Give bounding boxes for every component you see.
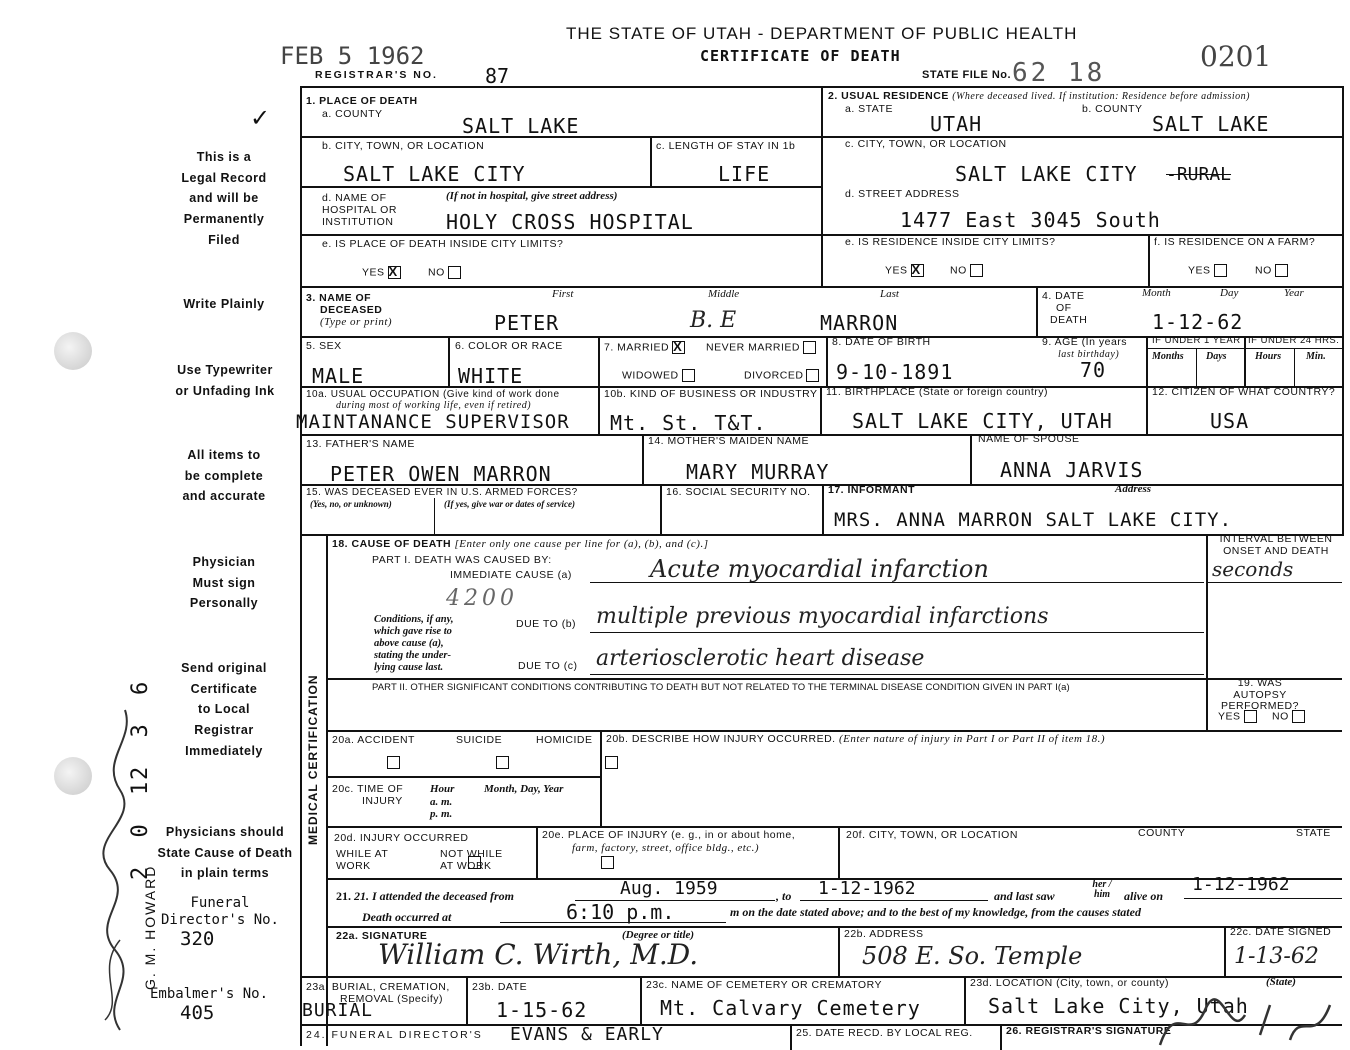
f14-label: 14. MOTHER'S MAIDEN NAME [648, 435, 810, 447]
legal-record-note: This is a Legal Record and will be Permanently Filed [181, 150, 267, 247]
f20a-homicide: HOMICIDE [536, 734, 593, 746]
f3-label: 3. NAME OF DECEASED (Type or print) [306, 292, 393, 329]
divider [326, 534, 328, 1046]
f2-rural: -RURAL [1166, 164, 1232, 185]
divider [970, 434, 972, 484]
divider [1206, 534, 1208, 730]
accident-checkbox[interactable] [387, 756, 400, 769]
f9-age: 70 [1080, 358, 1107, 382]
f21-to-label: , to [776, 889, 792, 903]
f18-label: 18. CAUSE OF DEATH [Enter only one cause per line for (a), (b), and (c).] [332, 538, 709, 550]
check-mark: ✓ [250, 104, 271, 132]
f4-year-label: Year [1284, 287, 1304, 299]
divider [1146, 348, 1344, 349]
file-suffix: 0201 [1200, 40, 1272, 73]
f1-inside-yes[interactable]: YESX [362, 266, 401, 279]
f23a-label: 23a. BURIAL, CREMATION, REMOVAL (Specify) [306, 981, 450, 1005]
f20c-hour: Hour a. m. p. m. [430, 783, 455, 821]
divider [1000, 1024, 1002, 1050]
divider [536, 826, 538, 878]
divider [600, 730, 602, 826]
divider [300, 976, 1342, 978]
divider [590, 582, 1204, 583]
divider [650, 136, 652, 186]
f7-never-married[interactable]: NEVER MARRIED [706, 341, 816, 354]
f20c-mdy: Month, Day, Year [484, 783, 564, 795]
state-title: THE STATE OF UTAH - DEPARTMENT OF PUBLIC HEALTH [566, 24, 1078, 43]
f1-hosp-label: d. NAME OF HOSPITAL OR INSTITUTION [322, 192, 397, 229]
f20a-accident: 20a. ACCIDENT [332, 734, 415, 746]
divider [660, 484, 662, 534]
write-plainly-note: Write Plainly [183, 297, 265, 311]
f11-label: 11. BIRTHPLACE (State or foreign country) [826, 386, 1049, 398]
vertical-number: 2 3 6 [128, 673, 153, 780]
vertical-name: G. M. HOWARD [142, 864, 158, 990]
divider [1294, 348, 1295, 386]
divider [1148, 234, 1150, 286]
immediate-cause-label: IMMEDIATE CAUSE (a) [450, 569, 572, 581]
spouse-label: NAME OF SPOUSE [978, 433, 1080, 445]
f12-label: 12. CITIZEN OF WHAT COUNTRY? [1152, 386, 1336, 398]
divider [1146, 386, 1148, 434]
homicide-checkbox[interactable] [605, 756, 618, 769]
f20e-label: 20e. PLACE OF INJURY (e. g., in or about home, farm, factory, street, office bldg., etc.) [542, 829, 796, 854]
f23d-label: 23d. LOCATION (City, town, or county) [970, 977, 1169, 989]
f4-label: 4. DATE OF DEATH [1042, 290, 1088, 327]
f2-farm-no[interactable]: NO [1255, 264, 1288, 277]
f10a-label: 10a. USUAL OCCUPATION (Give kind of work done during most of working life, even if retired) [306, 389, 560, 411]
due-to-b-label: DUE TO (b) [516, 618, 577, 630]
not-work-checkbox[interactable] [601, 856, 614, 869]
divider [790, 1024, 792, 1050]
f1-county-label: a. COUNTY [322, 108, 383, 120]
divider [590, 674, 1204, 675]
f1-stay-label: c. LENGTH OF STAY IN 1b [656, 140, 796, 152]
f6-race-label: 6. COLOR OR RACE [455, 340, 563, 352]
f8-dob-label: 8. DATE OF BIRTH [832, 336, 931, 348]
spouse: ANNA JARVIS [1000, 458, 1144, 482]
f20d-not-work[interactable]: NOT WHILE AT WORK [440, 848, 503, 872]
divider [964, 976, 966, 1024]
state-file-label: STATE FILE No. [922, 69, 1012, 81]
physician-note: Physician Must sign Personally [189, 555, 259, 611]
f2-county-label: b. COUNTY [1082, 103, 1143, 115]
f24-label: 24. FUNERAL DIRECTOR'S [306, 1029, 483, 1041]
interval-label: INTERVAL BETWEEN ONSET AND DEATH [1219, 533, 1333, 557]
divider [800, 900, 988, 901]
registrar-no: 87 [485, 64, 510, 88]
f23d-location: Salt Lake City, Utah [988, 994, 1249, 1018]
divider [590, 632, 1204, 633]
autopsy-yes[interactable]: YES [1218, 710, 1257, 723]
frame-right [1342, 86, 1344, 534]
registrar-signature [1150, 990, 1345, 1050]
divider [598, 336, 600, 386]
f2-inside-no[interactable]: NO [950, 264, 983, 277]
f25-label: 25. DATE RECD. BY LOCAL REG. [796, 1027, 973, 1039]
divider [838, 826, 840, 878]
physician-signature: William C. Wirth, M.D. [378, 938, 699, 971]
divider [1224, 926, 1226, 976]
physicians-should-note: Physicians should State Cause of Death in plain terms [157, 825, 293, 881]
f20c-label: 20c. TIME OF INJURY [332, 783, 404, 807]
f20d-label: 20d. INJURY OCCURRED [334, 832, 469, 844]
f2-inside-label: e. IS RESIDENCE INSIDE CITY LIMITS? [845, 236, 1056, 248]
divider [820, 386, 822, 434]
f20a-suicide: SUICIDE [456, 734, 503, 746]
f21-to: 1-12-1962 [818, 878, 916, 899]
f4-death-date: 1-12-62 [1152, 310, 1244, 334]
part2-label: PART II. OTHER SIGNIFICANT CONDITIONS CONTRIBUTING TO DEATH BUT NOT RELATED TO THE TERMINAL DISEASE CONDITION GIVEN IN PART I(a) [372, 682, 1070, 693]
f20d-while-work[interactable]: WHILE AT WORK [336, 848, 389, 872]
embalmer-no: 405 [180, 1002, 215, 1024]
send-original-note: Send original Certificate to Local Registrar Immediately [181, 661, 267, 758]
state-file-no: 62 18 [1012, 58, 1106, 88]
f6-race: WHITE [458, 364, 524, 388]
divider [1036, 286, 1038, 336]
typewriter-note: Use Typewriter or Unfading Ink [175, 363, 275, 398]
f13-father: PETER OWEN MARRON [330, 462, 552, 486]
f2-farm-yes[interactable]: YES [1188, 264, 1227, 277]
f17-informant: MRS. ANNA MARRON SALT LAKE CITY. [834, 509, 1233, 531]
f1-inside-no[interactable]: NO [428, 266, 461, 279]
cause-b: multiple previous myocardial infarctions [596, 604, 1049, 629]
hours-label: Hours [1255, 351, 1282, 362]
f10b-label: 10b. KIND OF BUSINESS OR INDUSTRY [604, 388, 818, 400]
f26-label: 26. REGISTRAR'S SIGNATURE [1006, 1025, 1172, 1037]
date-signed: 1-13-62 [1234, 944, 1319, 969]
f23b-label: 23b. DATE [472, 981, 528, 993]
registrar-label: REGISTRAR'S NO. [315, 69, 438, 81]
f21-from: Aug. 1959 [620, 878, 718, 899]
f15-note-2: (If yes, give war or dates of service) [444, 499, 575, 509]
handwritten-4200: 4200 [446, 586, 518, 611]
f8-dob: 9-10-1891 [836, 360, 954, 384]
f22a-degree: (Degree or title) [622, 929, 695, 941]
f21-alive-on: alive on [1124, 889, 1163, 903]
divider [822, 484, 824, 534]
f2-city: SALT LAKE CITY [955, 162, 1138, 186]
f4-day-label: Day [1220, 287, 1239, 299]
f21-attended-label: 21. 21. I attended the deceased from [336, 889, 514, 903]
f3-middle: B. E [690, 308, 737, 333]
suicide-checkbox[interactable] [496, 756, 509, 769]
f20f-state: STATE [1296, 827, 1331, 839]
divider [326, 926, 1342, 928]
divider [640, 976, 642, 1024]
divider [300, 136, 1344, 138]
f10b-business: Mt. St. T&T. [610, 411, 767, 435]
f7-married[interactable]: 7. MARRIEDX [604, 341, 685, 354]
f21-last-saw: and last saw [994, 889, 1055, 903]
months-label: Months [1152, 351, 1184, 362]
f2-state-label: a. STATE [845, 103, 893, 115]
f2-county: SALT LAKE [1152, 112, 1270, 136]
frame-left [300, 86, 302, 1046]
f23c-cemetery: Mt. Calvary Cemetery [660, 996, 921, 1020]
f17-label: 17. INFORMANT [828, 484, 916, 496]
f15-label: 15. WAS DECEASED EVER IN U.S. ARMED FORCES? [306, 487, 578, 498]
f1-hosp-note: (If not in hospital, give street address) [446, 190, 618, 202]
f22a-label: 22a. SIGNATURE [336, 930, 428, 942]
interval-a: seconds [1212, 557, 1294, 581]
divider [826, 336, 828, 386]
f7-widowed[interactable]: WIDOWED [622, 369, 695, 382]
f4-month-label: Month [1142, 287, 1171, 299]
f3-last-label: Last [880, 288, 899, 300]
f2-label: 2. USUAL RESIDENCE (Where deceased lived. If institution: Residence before admission) [828, 90, 1251, 102]
cert-title: CERTIFICATE OF DEATH [700, 47, 901, 65]
f21-time: 6:10 p.m. [566, 900, 675, 924]
under-24-hrs: IF UNDER 24 HRS. [1248, 335, 1340, 346]
f9-age-label: 9. AGE (In years last birthday) [1042, 336, 1128, 360]
divider [300, 286, 1344, 288]
divider [434, 498, 435, 534]
vertical-signature [80, 700, 150, 1040]
f1-label: 1. PLACE OF DEATH [306, 95, 418, 107]
divider [448, 336, 450, 386]
f21-alive-date: 1-12-1962 [1192, 874, 1290, 895]
f1-county: SALT LAKE [462, 114, 580, 138]
divider [1146, 336, 1148, 386]
f3-first-label: First [552, 288, 574, 300]
f5-sex-label: 5. SEX [306, 340, 342, 352]
f21-tail: m on the date stated above; and to the best of my knowledge, from the causes stated [730, 905, 1141, 919]
f1-city: SALT LAKE CITY [343, 162, 526, 186]
min-label: Min. [1306, 351, 1326, 362]
f2-street: 1477 East 3045 South [900, 208, 1161, 232]
part1-label: PART I. DEATH WAS CAUSED BY: [372, 554, 552, 566]
f12-citizen: USA [1210, 409, 1250, 433]
physician-address: 508 E. So. Temple [862, 942, 1083, 970]
f15-note-1: (Yes, no, or unknown) [310, 499, 392, 509]
embalmer-no-label: Embalmer's No. [150, 986, 269, 1002]
divider [326, 678, 1342, 680]
medical-certification-label: MEDICAL CERTIFICATION [306, 674, 320, 845]
f2-farm-label: f. IS RESIDENCE ON A FARM? [1154, 236, 1316, 248]
divider [326, 730, 1342, 732]
f1-stay: LIFE [718, 162, 771, 186]
f23a-burial: BURIAL [302, 1000, 374, 1021]
divider [1196, 348, 1197, 386]
f20f-label: 20f. CITY, TOWN, OR LOCATION [846, 829, 1018, 841]
f3-middle-label: Middle [708, 288, 740, 300]
f16-label: 16. SOCIAL SECURITY NO. [666, 486, 811, 498]
f2-inside-yes[interactable]: YESX [885, 264, 924, 277]
cause-a: Acute myocardial infarction [650, 555, 989, 583]
divider [326, 826, 1342, 828]
under-1-year: IF UNDER 1 YEAR [1152, 335, 1241, 346]
f14-mother: MARY MURRAY [686, 460, 830, 484]
f22c-label: 22c. DATE SIGNED [1230, 926, 1332, 938]
f20b-label: 20b. DESCRIBE HOW INJURY OCCURRED. (Enter nature of injury in Part I or Part II of item 18.) [606, 733, 1106, 745]
conditions-note: Conditions, if any, which gave rise to above cause (a), stating the under- lying cause last. [374, 614, 454, 674]
stamp-date: FEB 5 1962 [280, 42, 425, 70]
f7-divorced[interactable]: DIVORCED [744, 369, 819, 382]
divider [642, 434, 644, 484]
divider [466, 976, 468, 1024]
cause-c: arteriosclerotic heart disease [596, 646, 925, 671]
f2-state: UTAH [930, 112, 983, 136]
autopsy-label: 19. WAS AUTOPSY PERFORMED? [1221, 677, 1299, 713]
f1-hospital: HOLY CROSS HOSPITAL [446, 210, 694, 234]
f22b-label: 22b. ADDRESS [844, 928, 924, 940]
f3-first: PETER [494, 311, 560, 335]
f2-street-label: d. STREET ADDRESS [845, 188, 960, 200]
f21-her-him: her / him [1092, 879, 1112, 900]
due-to-c-label: DUE TO (c) [518, 660, 578, 672]
f23b-date: 1-15-62 [496, 998, 588, 1022]
f11-birthplace: SALT LAKE CITY, UTAH [852, 409, 1113, 433]
f21-occurred-at: Death occurred at [362, 910, 452, 924]
autopsy-no[interactable]: NO [1272, 710, 1305, 723]
f3-last: MARRON [820, 311, 899, 335]
divider [1184, 898, 1342, 899]
vertical-number-2: 2 0 1 [128, 773, 153, 880]
divider [598, 386, 600, 434]
complete-note: All items to be complete and accurate [182, 448, 266, 504]
divider [300, 534, 1344, 536]
divider [1206, 582, 1342, 583]
f23c-label: 23c. NAME OF CEMETERY OR CREMATORY [646, 979, 882, 991]
divider [300, 434, 1344, 436]
f5-sex: MALE [312, 364, 365, 388]
divider [500, 922, 726, 923]
f13-label: 13. FATHER'S NAME [306, 438, 415, 450]
divider [838, 926, 840, 976]
punch-hole [54, 332, 92, 370]
f1-inside-label: e. IS PLACE OF DEATH INSIDE CITY LIMITS? [322, 238, 564, 250]
f17-address-label: Address [1115, 483, 1152, 495]
days-label: Days [1206, 351, 1227, 362]
funeral-director-no: 320 [180, 928, 215, 950]
f23d-state-label: (State) [1266, 976, 1296, 988]
funeral-director-no-label: Funeral Director's No. [160, 895, 279, 928]
f20f-county: COUNTY [1138, 827, 1186, 839]
f1-city-label: b. CITY, TOWN, OR LOCATION [322, 140, 485, 152]
f2-city-label: c. CITY, TOWN, OR LOCATION [845, 138, 1007, 150]
divider [300, 186, 822, 188]
divider [326, 776, 600, 778]
f24-funeral-director: EVANS & EARLY [510, 1024, 664, 1045]
divider [1244, 336, 1246, 386]
f10a-occupation: MAINTANANCE SUPERVISOR [296, 411, 570, 433]
